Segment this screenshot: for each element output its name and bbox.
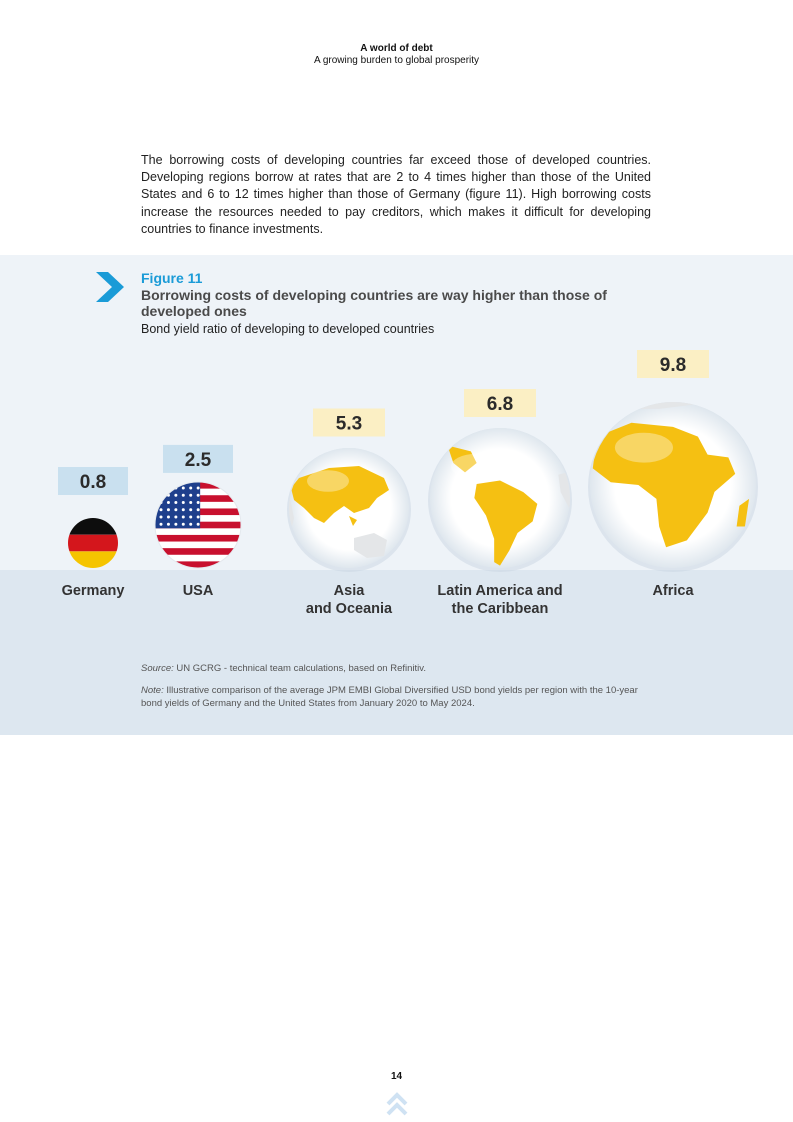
chevron-up-icon[interactable] [385,1090,409,1120]
germany-flag-icon [68,518,118,569]
category-label-line: Germany [61,583,125,599]
category-label [118,582,278,600]
category-label-line: the Caribbean [451,601,549,617]
body-paragraph: The borrowing costs of developing countries far exceed those of developed countries. Developing regions borrow at rates that are 2 to 4 times higher than those of the United States and 6 to 12 times higher than those of Germany (figure 11). High borrowing costs increase the resources needed to pay creditors, which makes it difficult for developing countries to finance investments. [141,153,651,236]
figure-note [141,685,661,710]
latin-america-globe-icon [428,428,588,572]
category-label-line: USA [182,583,214,599]
source-prefix: Source: [141,663,174,674]
page-header [0,43,793,67]
note-prefix: Note: [141,685,164,696]
value-label: 2.5 [184,449,212,471]
figure-source [141,663,426,674]
source-text: UN GCRG - technical team calculations, based on Refinitiv. [173,663,426,674]
doc-subtitle: A growing burden to global prosperity [313,55,480,66]
category-label [420,582,580,618]
category-label [269,582,429,618]
asia-oceania-globe-icon [279,448,411,572]
value-label: 9.8 [659,355,687,376]
value-label: 0.8 [79,472,107,493]
figure-title: Borrowing costs of developing countries are way higher than those of developed ones [141,287,607,319]
usa-flag-icon [155,482,241,569]
bond-yield-ratio-chart [0,340,793,630]
doc-title: A world of debt [360,43,433,54]
category-label-line: and Oceania [305,601,393,617]
category-label [593,582,753,600]
chevron-right-icon [96,272,124,302]
page-number: 14 [390,1071,403,1082]
category-label-line: Africa [652,583,694,599]
figure-label: Figure 11 [141,270,203,286]
category-label-line: Latin America and [437,583,563,599]
category-label-line: Asia [333,583,365,599]
figure-subtitle: Bond yield ratio of developing to developed countries [141,322,435,336]
value-label: 5.3 [335,413,363,435]
note-text: Illustrative comparison of the average JPM EMBI Global Diversified USD bond yields per region with the 10-year bond yields of Germany and the United States from January 2020 to May 2024. [141,685,638,709]
value-label: 6.8 [486,394,514,415]
africa-globe-icon [588,381,791,572]
